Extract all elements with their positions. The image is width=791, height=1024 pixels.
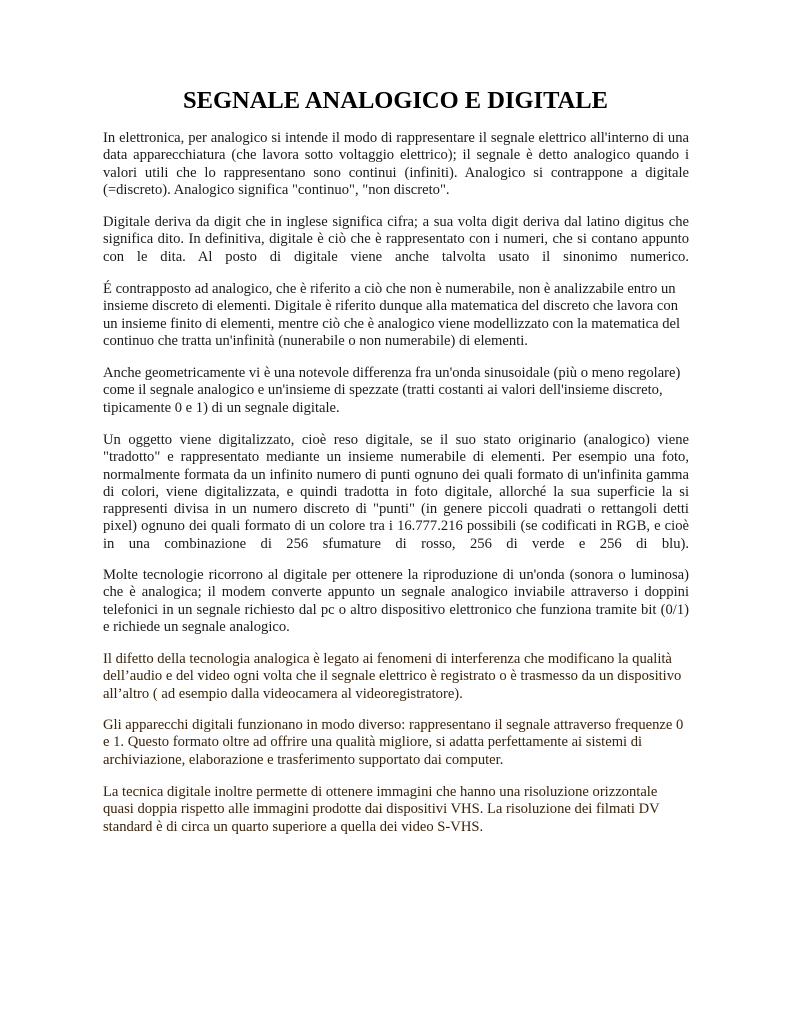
paragraph-line: archiviazione, elaborazione e trasferimento supportato dai computer.: [103, 751, 504, 768]
paragraph-line: e richiede un segnale analogico.: [103, 618, 290, 635]
paragraph-line: standard è di circa un quarto superiore a quella dei video S-VHS.: [103, 818, 484, 835]
paragraph-line: con le dita. Al posto di digitale viene anche talvolta usato il sinonimo numerico.: [103, 248, 689, 265]
paragraph-line: quasi doppia rispetto alle immagini prodotte dai dispositivi VHS. La risoluzione dei filmati DV: [103, 801, 660, 818]
paragraph-line: Digitale deriva da digit che in inglese significa cifra; a sua volta digit deriva dal latino digitus che: [103, 214, 689, 230]
paragraph-line: tipicamente 0 e 1) di un segnale digitale.: [103, 399, 340, 416]
paragraph-line: Gli apparecchi digitali funzionano in modo diverso: rappresentano il segnale attraverso frequenze 0: [103, 717, 684, 733]
paragraph-line: normalmente formata da un infinito numero di punti ognuno dei quali formato di un'infinita gamma: [103, 466, 689, 483]
paragraph-line: La tecnica digitale inoltre permette di ottenere immagini che hanno una risoluzione orizzontale: [103, 784, 658, 800]
paragraph-line: Il difetto della tecnologia analogica è legato ai fenomeni di interferenza che modificano la qualità: [103, 651, 672, 667]
paragraph-risoluzione: [103, 784, 689, 836]
paragraph-line: significa dito. In definitiva, digitale è ciò che è rappresentato con i numeri, che si contano appunto: [103, 231, 689, 248]
paragraph-apparecchi-digitali: [103, 717, 689, 769]
paragraph-line: e 1. Questo formato oltre ad offrire una qualità migliore, si adatta perfettamente ai sistemi di: [103, 734, 643, 751]
paragraph-analogico-definizione: [103, 130, 689, 199]
paragraph-line: in una combinazione di 256 sfumature di rosso, 256 di verde e 256 di blu).: [103, 535, 689, 552]
paragraph-line: (=discreto). Analogico significa "continuo", "non discreto".: [103, 181, 450, 198]
paragraph-line: continuo che tratta un'infinità (nunerabile o non numerabile) di elementi.: [103, 332, 528, 349]
paragraph-difetto-analogico: [103, 651, 689, 703]
paragraph-line: insieme discreto di elementi. Digitale è riferito dunque alla matematica del discreto che lavora con: [103, 298, 679, 315]
page-title: SEGNALE ANALOGICO E DIGITALE: [183, 87, 608, 114]
paragraph-tecnologie: [103, 567, 689, 636]
paragraph-digitalizzazione: [103, 432, 689, 553]
paragraph-geometria: [103, 365, 689, 417]
paragraph-digitale-etimologia: [103, 214, 689, 266]
paragraph-line: telefonici in un segnale richiesto dal pc o altro dispositivo elettronico che funziona tramite bit (0/1): [103, 601, 689, 618]
paragraph-line: Molte tecnologie ricorrono al digitale per ottenere la riproduzione di un'onda (sonora o luminosa): [103, 567, 689, 583]
paragraph-line: di colori, viene digitalizzata, e quindi tradotta in foto digitale, allorché la sua superficie la si: [103, 483, 689, 500]
paragraph-line: É contrapposto ad analogico, che è riferito a ciò che non è numerabile, non è analizzabile entro un: [103, 281, 676, 297]
paragraph-line: dell’audio e del video ogni volta che il segnale elettrico è registrato o è trasmesso da un dispositivo: [103, 668, 682, 685]
paragraph-line: che è analogica; il modem converte appunto un segnale analogico inviabile attraverso i doppini: [103, 584, 689, 601]
paragraph-line: all’altro ( ad esempio dalla videocamera al videoregistratore).: [103, 685, 463, 702]
paragraph-line: come il segnale analogico e un'insieme di spezzate (tratti costanti ai valori dell'insieme discreto,: [103, 382, 663, 399]
paragraph-line: rappresenti divisa in un numero discreto di "punti" (in genere piccoli quadrati o rettangoli detti: [103, 501, 689, 518]
paragraph-line: un insieme finito di elementi, mentre ciò che è analogico viene modellizzato con la matematica del: [103, 315, 681, 332]
paragraph-line: data apparecchiatura (che lavora sotto voltaggio elettrico); il segnale è detto analogico quando i: [103, 147, 689, 164]
paragraph-line: Anche geometricamente vi è una notevole differenza fra un'onda sinusoidale (più o meno regolare): [103, 365, 681, 381]
paragraph-line: In elettronica, per analogico si intende il modo di rappresentare il segnale elettrico all'interno di una: [103, 130, 689, 146]
paragraph-discreto: [103, 281, 689, 350]
paragraph-line: Un oggetto viene digitalizzato, cioè reso digitale, se il suo stato originario (analogico) viene: [103, 432, 689, 448]
paragraph-line: pixel) ognuno dei quali formato di un colore tra i 16.777.216 possibili (se codificati in RGB, e cioè: [103, 518, 689, 535]
paragraph-line: valori utili che lo rappresentano sono continui (infiniti). Analogico si contrappone a digitale: [103, 164, 689, 181]
paragraph-line: "tradotto" e rappresentato mediante un insieme numerabile di elementi. Per esempio una foto,: [103, 449, 689, 466]
